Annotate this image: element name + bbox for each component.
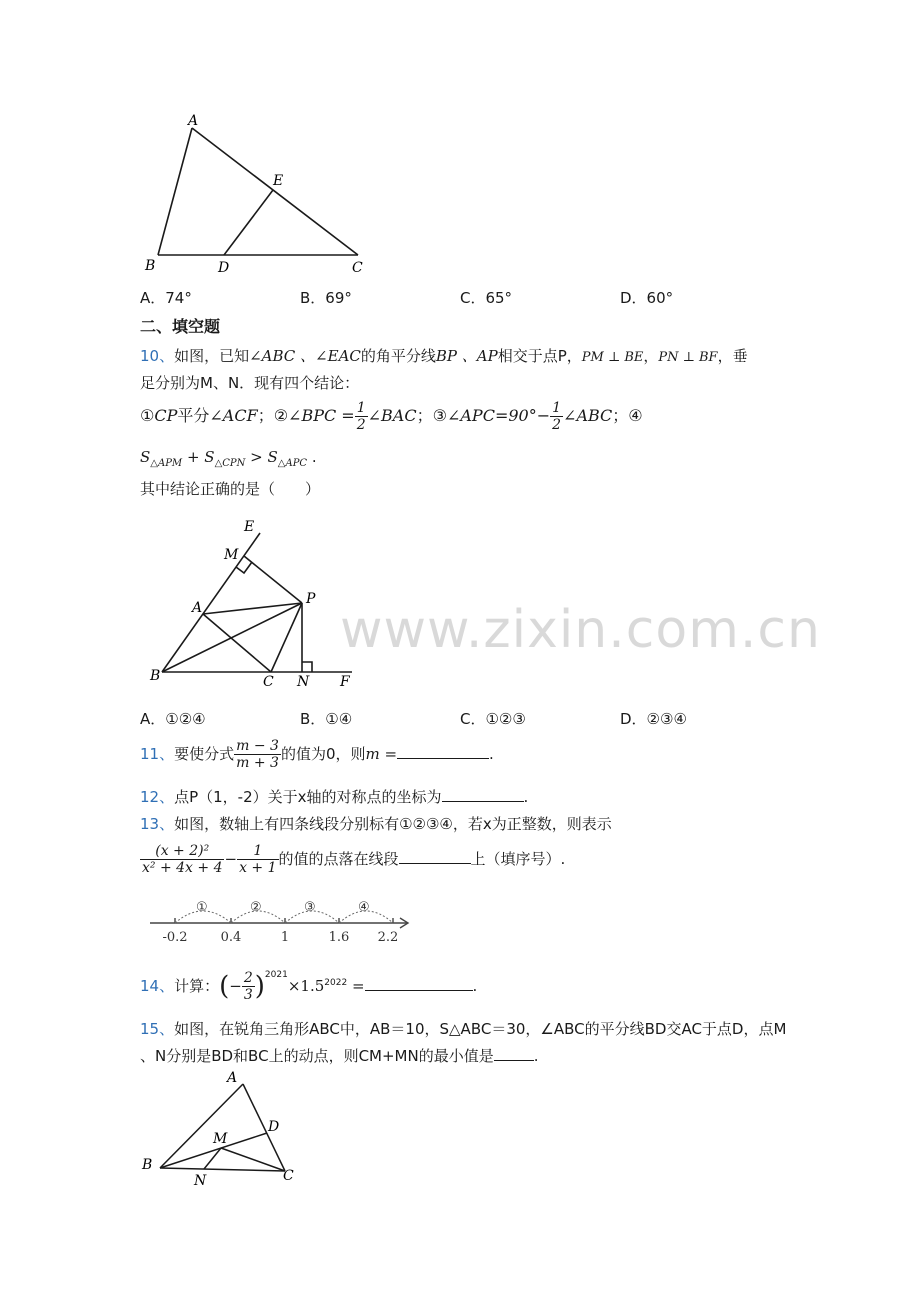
q12-answer-blank[interactable] — [442, 787, 524, 802]
watermark: www.zixin.com.cn — [340, 600, 821, 660]
q9-triangle-figure — [140, 110, 380, 280]
q13-text-b: 的值的点落在线段 — [278, 850, 399, 868]
q14-line — [140, 970, 477, 1003]
label-b: B — [145, 258, 156, 274]
segment-label-2: ② — [250, 900, 262, 915]
segment-label-3: ③ — [304, 900, 316, 915]
q10-c4-end: . — [307, 448, 317, 466]
label-m: M — [213, 1131, 228, 1147]
label-b: B — [150, 668, 161, 684]
q10-option-a[interactable]: A．①②④ — [140, 710, 206, 728]
segment-label-4: ④ — [358, 900, 370, 915]
q13-answer-blank[interactable] — [399, 849, 471, 864]
q10-option-d[interactable]: D．②③④ — [620, 710, 687, 728]
label-d: D — [218, 260, 230, 276]
tick-label-1.6: 1.6 — [328, 930, 350, 945]
label-m: M — [224, 547, 239, 563]
q11-text-b: 的值为0，则 — [280, 745, 366, 763]
q10-question: 其中结论正确的是（ ） — [140, 480, 321, 498]
q12-text: 点P（1，-2）关于x轴的对称点的坐标为 — [174, 788, 442, 806]
q15-end: . — [533, 1047, 539, 1065]
q13-text: 如图，数轴上有四条线段分别标有①②③④，若x为正整数，则表示 — [174, 815, 612, 833]
q10-angles: ∠ABC 、∠EAC — [249, 347, 361, 365]
q13-line2 — [140, 843, 565, 876]
q11-answer-blank[interactable] — [397, 744, 489, 759]
q10-option-c[interactable]: C．①②③ — [460, 710, 526, 728]
label-c: C — [263, 674, 274, 690]
q11-end: . — [489, 745, 494, 763]
q15-text-1: 如图，在锐角三角形ABC中，AB＝10，S△ABC＝30，∠ABC的平分线BD交AC于点D，点M — [174, 1020, 787, 1038]
q10-c1-angle: ∠ACF — [209, 406, 258, 425]
q15-number: 15、 — [140, 1020, 175, 1038]
q10-c1-text: 平分 — [177, 406, 210, 425]
q9-option-c[interactable]: C．65° — [460, 289, 513, 307]
q10-c2-mark: ；② — [257, 406, 289, 425]
q10-pn-perp: PN ⊥ BF — [658, 350, 718, 365]
q10-bp-ap: BP 、AP — [435, 347, 498, 365]
q12-number: 12、 — [140, 788, 175, 806]
q10-c4-gt: > S — [245, 448, 278, 466]
tick-label-neg0.2: -0.2 — [162, 930, 188, 945]
q9-option-b[interactable]: B．69° — [300, 289, 352, 307]
q10-text-c: 相交于点P， — [497, 347, 582, 365]
q14-times: ×1.5 — [287, 977, 325, 995]
label-p: P — [306, 591, 316, 607]
section-title: 二、填空题 — [140, 317, 221, 336]
label-f: F — [340, 674, 350, 690]
q10-text-d: ，垂 — [717, 347, 748, 365]
q10-c3-mark: ；③ — [416, 406, 447, 425]
q14-exp1: 2021 — [264, 970, 288, 980]
q10-number: 10、 — [140, 347, 175, 365]
q10-c3-lhs: ∠APC=90°− — [446, 406, 551, 425]
q14-fraction: $\frac{2}{3}$ — [243, 970, 253, 1003]
label-a: A — [227, 1070, 238, 1086]
q14-rparen: ) — [254, 971, 265, 1002]
q15-line2 — [140, 1045, 539, 1066]
label-d: D — [268, 1119, 280, 1135]
q12-line — [140, 786, 528, 807]
q10-c2-rhs: ∠BAC — [367, 406, 417, 425]
q10-text-a: 如图，已知 — [174, 347, 250, 365]
label-c: C — [352, 260, 363, 276]
q10-sep: ， — [643, 347, 659, 365]
q10-c4-s1: S — [140, 448, 151, 466]
q11-fraction: $\frac{m - 3}{m + 3}$ — [236, 738, 279, 771]
q14-answer-blank[interactable] — [365, 976, 473, 991]
q9-option-d[interactable]: D．60° — [620, 289, 674, 307]
q10-c4-sub3: △APC — [277, 458, 308, 469]
q14-text: 计算： — [174, 977, 220, 995]
q10-conclusions — [140, 400, 643, 433]
q9-option-a[interactable]: A．74° — [140, 289, 192, 307]
q10-text-b: 的角平分线 — [360, 347, 436, 365]
q10-c3-fraction: $\frac{1}{2}$ — [552, 400, 562, 433]
q14-number: 14、 — [140, 977, 175, 995]
q13-fraction-1: $\frac{\text{(x + 2)²}}{\text{x² + 4x + 4}}$ — [142, 843, 223, 876]
q10-line1 — [140, 345, 748, 366]
q10-c2-fraction: $\frac{1}{2}$ — [356, 400, 366, 433]
q11-m-eq: m = — [365, 745, 398, 763]
label-e: E — [244, 519, 255, 535]
q11-text-a: 要使分式 — [174, 745, 235, 763]
label-b: B — [142, 1157, 153, 1173]
q14-minus: − — [229, 977, 242, 995]
q14-eq: = — [347, 977, 365, 995]
q13-text-c: 上（填序号）. — [470, 850, 566, 868]
tick-label-1: 1 — [280, 930, 290, 945]
q15-triangle-figure — [140, 1068, 310, 1190]
q10-option-b[interactable]: B．①④ — [300, 710, 353, 728]
q13-number-line — [145, 893, 415, 948]
label-n: N — [297, 674, 310, 690]
q10-c4-sub2: △CPN — [214, 458, 246, 469]
label-e: E — [273, 173, 284, 189]
q11-line — [140, 738, 494, 771]
q15-line1 — [140, 1018, 786, 1039]
segment-label-1: ① — [196, 900, 208, 915]
q12-end: . — [523, 788, 529, 806]
label-a: A — [188, 113, 199, 129]
q14-exp2: 2022 — [324, 978, 348, 988]
tick-label-0.4: 0.4 — [220, 930, 242, 945]
q10-conclusion-4 — [140, 448, 317, 469]
q11-number: 11、 — [140, 745, 175, 763]
q10-c4-mark: ；④ — [612, 406, 643, 425]
label-n: N — [194, 1173, 207, 1189]
q10-line2: 足分别为M、N．现有四个结论： — [140, 374, 360, 392]
label-c: C — [283, 1168, 294, 1184]
tick-label-2.2: 2.2 — [377, 930, 399, 945]
label-a: A — [192, 600, 203, 616]
q10-c3-rhs: ∠ABC — [563, 406, 613, 425]
q10-c4-sub1: △APM — [150, 458, 183, 469]
q10-pm-perp: PM ⊥ BE — [581, 350, 644, 365]
q10-c4-plus: + S — [182, 448, 215, 466]
q10-c1-cp: CP — [154, 406, 178, 425]
q14-lparen: ( — [219, 971, 230, 1002]
q10-c2-lhs: ∠BPC = — [288, 406, 355, 425]
q14-end: . — [472, 977, 478, 995]
q10-angle-bisector-figure — [140, 515, 370, 690]
q13-line1 — [140, 813, 612, 834]
q10-c1-mark: ① — [140, 406, 155, 425]
q13-number: 13、 — [140, 815, 175, 833]
q15-answer-blank[interactable] — [494, 1046, 534, 1061]
q15-text-2: 、N分别是BD和BC上的动点，则CM+MN的最小值是 — [140, 1047, 494, 1065]
q13-fraction-2: $\frac{1}{x + 1}$ — [239, 843, 277, 876]
q13-minus: − — [224, 850, 238, 868]
